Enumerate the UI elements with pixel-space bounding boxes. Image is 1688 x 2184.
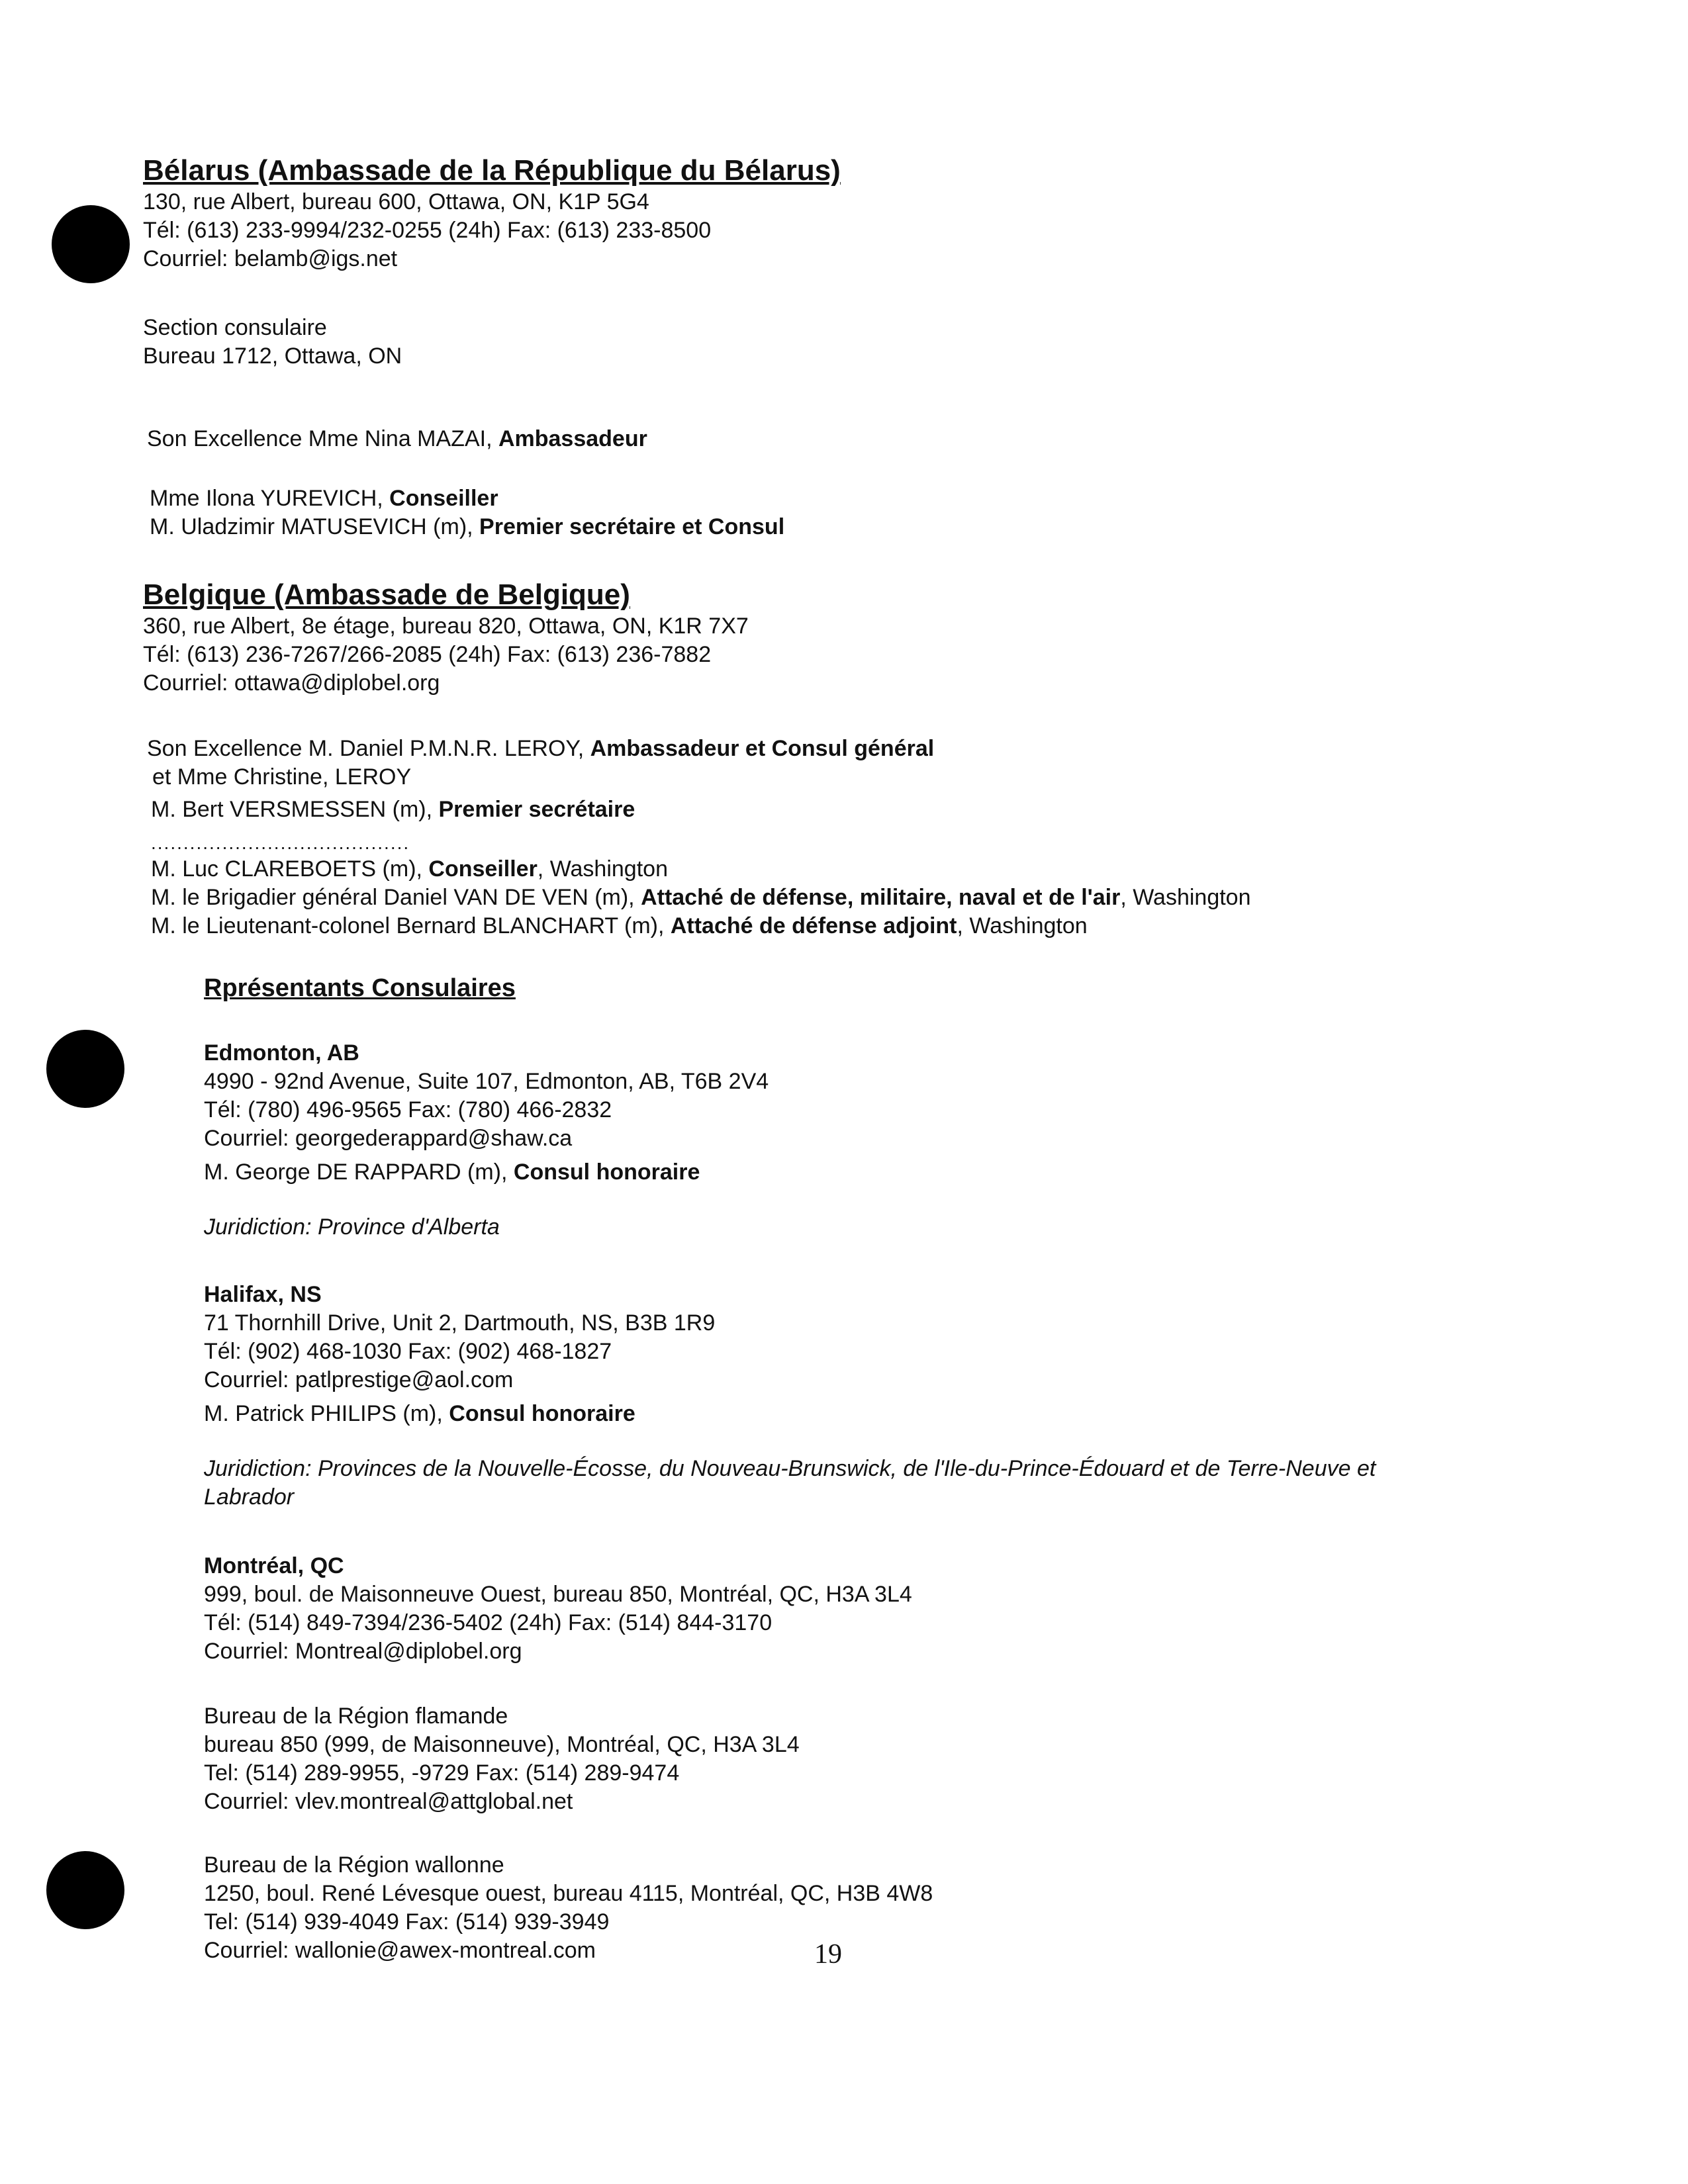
staff-title: Ambassadeur [498,426,647,451]
edmonton-jurisdiction: Juridiction: Province d'Alberta [204,1214,500,1240]
belarus-consular-title: Section consulaire [143,315,327,340]
wallonne-email: Courriel: wallonie@awex-montreal.com [204,1938,596,1963]
edmonton-person-title: Consul honoraire [513,1160,700,1185]
staff-location: , Washington [957,913,1088,938]
montreal-city: Montréal, QC [204,1553,344,1578]
belarus-section [143,154,1533,273]
belarus-heading: Bélarus (Ambassade de la République du Bélarus) [143,154,841,187]
ambassador-title: Ambassadeur et Consul général [590,736,935,761]
belarus-staff-ambassador [147,425,1537,453]
halifax-jurisdiction-cont: Labrador [204,1484,295,1510]
halifax-person: M. Patrick PHILIPS (m), [204,1401,449,1426]
halifax-phone: Tél: (902) 468-1030 Fax: (902) 468-1827 [204,1339,612,1364]
punch-hole [52,205,130,283]
page-number: 19 [814,1939,842,1970]
staff-location: , Washington [1120,885,1251,910]
staff-name: M. Luc CLAREBOETS (m), [151,856,429,882]
staff-name: M. Uladzimir MATUSEVICH (m), [150,514,480,539]
halifax-city: Halifax, NS [204,1282,322,1307]
staff-location: , Washington [537,856,668,882]
belarus-phone: Tél: (613) 233-9994/232-0255 (24h) Fax: (613) 233-8500 [143,218,712,243]
edmonton-phone: Tél: (780) 496-9565 Fax: (780) 466-2832 [204,1097,612,1122]
staff-title: Conseiller [389,486,498,511]
belarus-consular-address: Bureau 1712, Ottawa, ON [143,343,402,369]
halifax-jurisdiction: Juridiction: Provinces de la Nouvelle-Écosse, du Nouveau-Brunswick, de l'Ile-du-Prince-Édouard et de Terre-Neuve et [204,1456,1376,1481]
edmonton-email: Courriel: georgederappard@shaw.ca [204,1126,573,1151]
halifax-email: Courriel: patlprestige@aol.com [204,1367,514,1392]
montreal-phone: Tél: (514) 849-7394/236-5402 (24h) Fax: (514) 844-3170 [204,1610,773,1635]
belgique-phone: Tél: (613) 236-7267/266-2085 (24h) Fax: (613) 236-7882 [143,642,712,667]
belarus-address: 130, rue Albert, bureau 600, Ottawa, ON, K1P 5G4 [143,189,649,214]
flamande-title: Bureau de la Région flamande [204,1704,508,1729]
belgique-heading: Belgique (Ambassade de Belgique) [143,578,630,611]
belgique-section [143,578,1533,698]
belgique-address: 360, rue Albert, 8e étage, bureau 820, Ottawa, ON, K1R 7X7 [143,614,749,639]
belarus-email: Courriel: belamb@igs.net [143,246,398,271]
staff-name: Son Excellence Mme Nina MAZAI, [147,426,498,451]
belarus-consular-section [143,314,1533,371]
montreal-email: Courriel: Montreal@diplobel.org [204,1639,522,1664]
list-item [151,912,1541,940]
montreal-address: 999, boul. de Maisonneuve Ouest, bureau 850, Montréal, QC, H3A 3L4 [204,1582,912,1607]
belgique-washington-staff [151,855,1541,940]
punch-hole [46,1851,124,1929]
flamande-email: Courriel: vlev.montreal@attglobal.net [204,1789,573,1814]
staff-title: Conseiller [428,856,538,882]
punch-hole [46,1030,124,1108]
consular-heading-block [204,973,1528,1003]
wallonne-title: Bureau de la Région wallonne [204,1852,504,1878]
wallonne-section [204,1851,1528,1965]
ambassador-name: Son Excellence M. Daniel P.M.N.R. LEROY, [147,736,590,761]
belarus-staff-list [150,484,1540,541]
list-item [151,855,1541,884]
ambassador-spouse: et Mme Christine, LEROY [152,764,412,790]
dotted-separator: ........................................ [151,833,410,853]
edmonton-address: 4990 - 92nd Avenue, Suite 107, Edmonton, AB, T6B 2V4 [204,1069,769,1094]
flamande-phone: Tel: (514) 289-9955, -9729 Fax: (514) 289-9474 [204,1760,680,1786]
halifax-address: 71 Thornhill Drive, Unit 2, Dartmouth, NS, B3B 1R9 [204,1310,716,1336]
secretary-title: Premier secrétaire [438,797,635,822]
wallonne-phone: Tel: (514) 939-4049 Fax: (514) 939-3949 [204,1909,610,1934]
staff-name: Mme Ilona YUREVICH, [150,486,390,511]
wallonne-address: 1250, boul. René Lévesque ouest, bureau 4115, Montréal, QC, H3B 4W8 [204,1881,933,1906]
staff-name: M. le Lieutenant-colonel Bernard BLANCHART (m), [151,913,671,938]
staff-title: Attaché de défense adjoint [670,913,957,938]
edmonton-city: Edmonton, AB [204,1040,359,1066]
secretary-name: M. Bert VERSMESSEN (m), [151,797,439,822]
edmonton-person: M. George DE RAPPARD (m), [204,1160,514,1185]
flamande-section [204,1702,1528,1816]
belgique-staff [147,735,1537,853]
flamande-address: bureau 850 (999, de Maisonneuve), Montréal, QC, H3A 3L4 [204,1732,800,1757]
halifax-person-title: Consul honoraire [449,1401,635,1426]
edmonton-section [204,1039,1528,1242]
staff-title: Attaché de défense, militaire, naval et de l'air [641,885,1121,910]
halifax-section [204,1281,1528,1512]
staff-name: M. le Brigadier général Daniel VAN DE VEN (m), [151,885,641,910]
list-item [151,884,1541,912]
belgique-email: Courriel: ottawa@diplobel.org [143,670,440,696]
montreal-section [204,1552,1528,1666]
consular-heading: Rprésentants Consulaires [204,974,516,1002]
staff-title: Premier secrétaire et Consul [479,514,785,539]
